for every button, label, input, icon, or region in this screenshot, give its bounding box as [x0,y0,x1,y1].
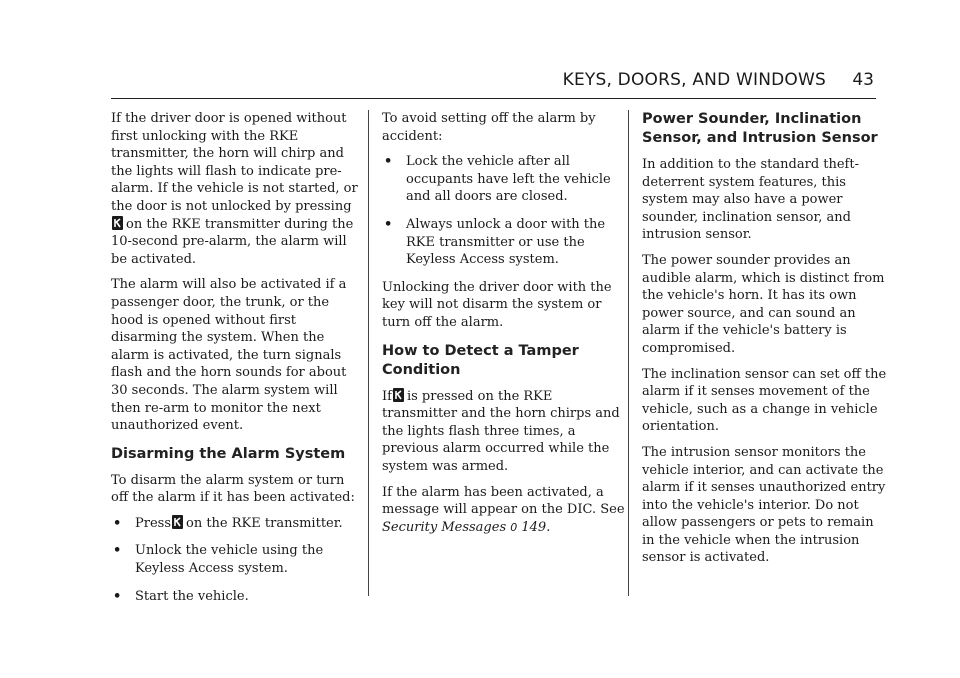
list-item: • Lock the vehicle after all occupants have left the vehicle and all doors are closed. [384,154,611,205]
bullet-dot: • [113,515,122,531]
page-number: 43 [852,70,874,90]
paragraph: The intrusion sensor monitors the vehicle interior, and can activate the alarm if it senses unauthorized entry into the vehicle's interior. Do not allow passengers or pets to remain in the vehicle when the intrusion sensor is activated. [642,444,886,566]
paragraph: To avoid setting off the alarm by accident: [382,111,596,144]
bullet-dot: • [113,543,122,559]
paragraph: In addition to the standard theft-deterrent system features, this system may also have a power sounder, inclination sensor, and intrusion sensor. [642,157,859,243]
bullet-dot: • [113,588,122,604]
bullet-dot: • [384,216,393,232]
column-divider [368,110,369,596]
paragraph: If is pressed on the RKE transmitter and the horn chirps and the lights flash three times, a previous alarm occurred while the system was armed. [382,388,620,474]
paragraph: The power sounder provides an audible alarm, which is distinct from the vehicle's horn. It has its own power source, and can sound an alarm if the vehicle's battery is compromised. [642,252,885,356]
paragraph: The inclination sensor can set off the alarm if it senses movement of the vehicle, such as a change in vehicle orientation. [642,366,887,435]
rke-key-icon [172,515,183,529]
list-item: • Unlock the vehicle using the Keyless Access system. [113,543,324,577]
rke-key-icon [112,216,123,230]
cross-reference-link[interactable]: Security Messages 0 149 [382,519,547,535]
list-item: • Press on the RKE transmitter. [113,515,343,531]
column-2 [382,110,630,544]
bullet-list [382,153,630,269]
section-heading: Power Sounder, Inclination Sensor, and Intrusion Sensor [642,111,878,146]
paragraph: If the driver door is opened without first unlocking with the RKE transmitter, the horn will chirp and the lights will flash to indicate pre-alarm. If the vehicle is not started, or the door is not unlocked by pressingon the RKE transmitter during the 10-second pre-alarm, the alarm will be activated. [111,111,358,267]
page-ref-arrow-icon: 0 [510,520,518,534]
column-1 [111,110,359,615]
page-header [111,70,876,99]
section-heading: How to Detect a Tamper Condition [382,342,579,378]
bullet-list [111,515,359,605]
list-item: • Always unlock a door with the RKE transmitter or use the Keyless Access system. [384,216,606,268]
column-3 [642,110,890,575]
paragraph: Unlocking the driver door with the key will not disarm the system or turn off the alarm. [382,279,612,330]
paragraph: To disarm the alarm system or turn off the alarm if it has been activated: [111,472,355,506]
paragraph: If the alarm has been activated, a message will appear on the DIC. See Security Messages 0 149. [382,484,625,535]
section-title: KEYS, DOORS, AND WINDOWS [562,70,826,90]
section-heading: Disarming the Alarm System [111,445,346,462]
list-item: • Start the vehicle. [113,588,249,604]
rke-key-icon [393,388,404,402]
paragraph: The alarm will also be activated if a passenger door, the trunk, or the hood is opened without first disarming the system. When the alarm is activated, the turn signals flash and the horn sounds for about 30 seconds. The alarm system will then re-arm to monitor the next unauthorized event. [111,277,347,434]
bullet-dot: • [384,154,393,170]
